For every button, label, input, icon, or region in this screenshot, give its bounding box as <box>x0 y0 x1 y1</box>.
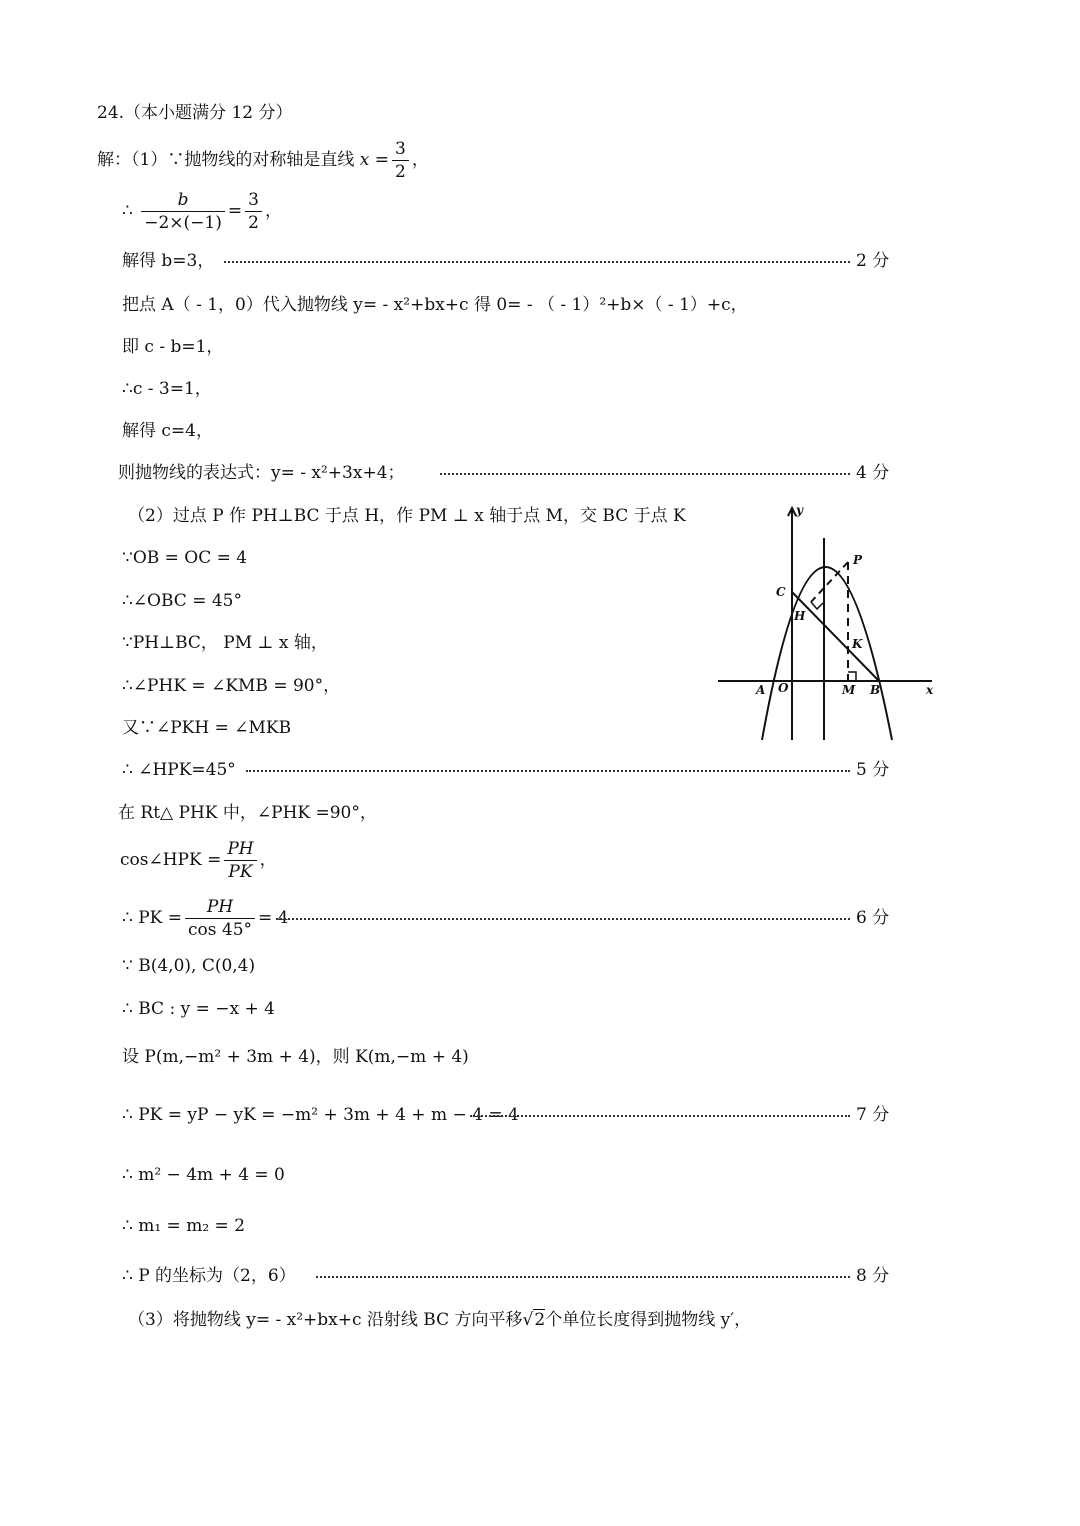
score-5: 5 分 <box>856 760 890 780</box>
expression-line <box>0 458 1080 488</box>
solve-b-line <box>0 246 1080 276</box>
dot-leader <box>246 768 850 772</box>
pk-expr-text: ∴ PK = yP − yK = −m² + 3m + 4 + m − 4 = 4 <box>122 1105 519 1125</box>
part3-intro-a: （3）将抛物线 y= - x²+bx+c 沿射线 BC 方向平移 <box>128 1310 523 1330</box>
part1-fraction-line: ∴ $\frac{b}{-2\times(-1)}$ = $\frac{3}{2}$ ， <box>122 190 282 233</box>
axis-fraction: $\frac{3}{2}$ <box>392 138 409 183</box>
line-bc-text: ∴ BC : y = −x + 4 <box>122 999 275 1019</box>
solve-c-text: 解得 c=4， <box>122 421 213 441</box>
pk-fraction: $\frac{PH}{\cos 45^\circ}$ <box>185 896 255 941</box>
sqrt-sign: √ <box>522 1310 534 1330</box>
dot-leader <box>440 471 850 475</box>
label-y-axis: y <box>796 503 803 517</box>
score-2: 2 分 <box>856 251 890 271</box>
line-bc-line <box>0 994 1080 1024</box>
label-b: B <box>870 683 881 697</box>
three-halves-fraction: $\frac{3}{2}$ <box>245 189 262 234</box>
sqrt-value: 2 <box>534 1310 546 1330</box>
label-h: H <box>794 609 806 623</box>
expression-text: 则抛物线的表达式：y= - x²+3x+4； <box>118 463 405 483</box>
points-bc-line <box>0 951 1080 981</box>
cos-line: cos∠HPK = $\frac{PH}{PK}$ ， <box>120 839 277 882</box>
right-angle-h <box>811 602 823 609</box>
b-fraction: $\frac{b}{-2\times(-1)}$ <box>141 189 225 234</box>
right-angles-text: ∴∠PHK = ∠KMB = 90°， <box>122 676 341 696</box>
label-k: K <box>852 637 863 651</box>
substitute-line <box>0 290 1080 320</box>
in-triangle-line <box>0 798 1080 828</box>
c-minus-b-line <box>0 332 1080 362</box>
label-a: A <box>756 683 766 697</box>
parabola-figure <box>716 500 946 746</box>
angle-hpk-text: ∴ ∠HPK=45° <box>122 760 236 780</box>
line-bc <box>792 592 879 681</box>
substitute-text: 把点 A（ - 1，0）代入抛物线 y= - x²+bx+c 得 0= - （ - 1）²+b×（ - 1）+c， <box>122 295 748 315</box>
label-m: M <box>842 683 856 697</box>
part3-intro-b: 个单位长度得到抛物线 y′， <box>545 1310 752 1330</box>
part1-intro: 解：（1）∵抛物线的对称轴是直线 <box>97 150 355 170</box>
quadratic-line <box>0 1160 1080 1190</box>
cos-fraction: $\frac{PH}{PK}$ <box>224 838 256 883</box>
solve-b-text: 解得 b=3， <box>122 251 215 271</box>
in-triangle-text: 在 Rt△ PHK 中，∠PHK =90°， <box>118 803 377 823</box>
dot-leader <box>276 916 850 920</box>
score-8: 8 分 <box>856 1266 890 1286</box>
score-7: 7 分 <box>856 1105 890 1125</box>
right-angle-m <box>848 672 856 681</box>
quadratic-text: ∴ m² − 4m + 4 = 0 <box>122 1165 285 1185</box>
therefore-symbol: ∴ <box>122 201 133 221</box>
roots-text: ∴ m₁ = m₂ = 2 <box>122 1216 246 1236</box>
p-coords-line <box>0 1261 1080 1291</box>
axis-lhs: x = <box>359 150 389 170</box>
part2-intro: （2）过点 P 作 PH⊥BC 于点 H，作 PM ⊥ x 轴于点 M，交 BC 于点 K <box>128 506 686 526</box>
perp-text: ∵PH⊥BC， PM ⊥ x 轴， <box>122 633 328 653</box>
label-x-axis: x <box>926 683 934 697</box>
angle-obc-text: ∴∠OBC = 45° <box>122 591 242 611</box>
angle-hpk-line <box>0 755 1080 785</box>
label-o: O <box>778 681 789 695</box>
dot-leader <box>224 259 850 263</box>
pk-rhs: = 4 <box>258 908 289 928</box>
score-6: 6 分 <box>856 908 890 928</box>
ob-oc-text: ∵OB = OC = 4 <box>122 548 248 568</box>
solve-c-line <box>0 416 1080 446</box>
c-minus-3-line <box>0 374 1080 404</box>
pk-expr-line <box>0 1100 1080 1130</box>
part1-intro-line: 解：（1）∵抛物线的对称轴是直线 x = $\frac{3}{2}$ ， <box>97 139 429 182</box>
roots-line <box>0 1211 1080 1241</box>
part3-line <box>0 1305 1080 1335</box>
dot-leader <box>470 1113 850 1117</box>
dot-leader <box>316 1274 850 1278</box>
let-p-line <box>0 1042 1080 1072</box>
pk-value-line <box>0 892 1080 944</box>
p-coords-text: ∴ P 的坐标为（2，6） <box>122 1266 296 1286</box>
c-minus-b-text: 即 c - b=1， <box>122 337 224 357</box>
equal-angles-text: 又∵∠PKH = ∠MKB <box>122 718 292 738</box>
label-c: C <box>776 585 786 599</box>
c-minus-3-text: ∴c - 3=1， <box>122 379 212 399</box>
cos-lhs: cos∠HPK = <box>120 850 222 870</box>
pk-lhs: ∴ PK = <box>122 908 183 928</box>
label-p: P <box>853 553 863 567</box>
let-p-text: 设 P(m,−m² + 3m + 4)，则 K(m,−m + 4) <box>122 1047 469 1067</box>
points-bc-text: ∵ B(4,0), C(0,4) <box>122 956 256 976</box>
score-4: 4 分 <box>856 463 890 483</box>
heading-text: 24.（本小题满分 12 分） <box>97 103 293 123</box>
question-heading <box>0 98 1080 128</box>
